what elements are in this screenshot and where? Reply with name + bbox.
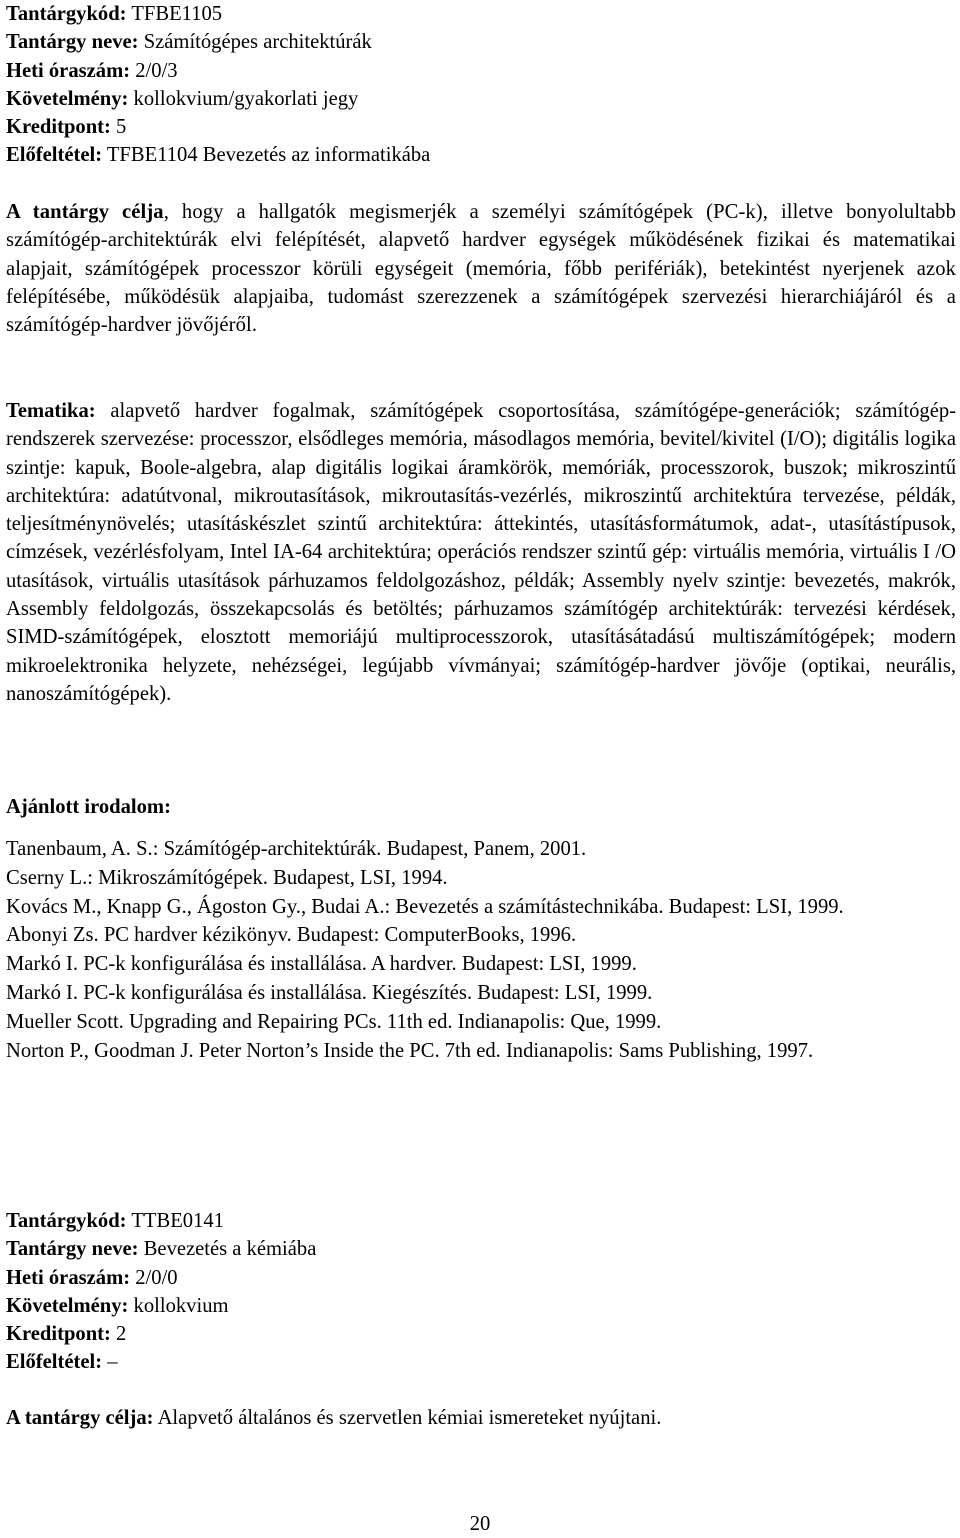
reference-item: Norton P., Goodman J. Peter Norton’s Inside the PC. 7th ed. Indianapolis: Sams Publishing, 1997. bbox=[6, 1039, 814, 1062]
course-goal-2 bbox=[6, 1404, 661, 1432]
goal-label: A tantárgy célja: bbox=[6, 1407, 154, 1429]
credit-row bbox=[6, 1320, 956, 1348]
credit-value: 5 bbox=[116, 116, 127, 139]
course-code-value: TTBE0141 bbox=[131, 1210, 224, 1232]
course-code-label: Tantárgykód: bbox=[6, 3, 127, 25]
goal-text: , hogy a hallgatók megismerjék a személyi számítógépek (PC-k), illetve bonyolultabb számítógép-architektúrák elvi felépítését, alapvető hardver egységek működésének fizikai és matematikai alapjait, számítógépek processzor körüli egységeit (memória, főbb perifériák), betekintést nyerjenek azok felépítésébe, működésük alapjaiba, tudomást szerezzenek a számítógépek szervezési hierarchiájáról és a számítógép-hardver jövőjéről. bbox=[6, 201, 956, 337]
literature-heading: Ajánlott irodalom: bbox=[6, 796, 171, 818]
reference-item: Kovács M., Knapp G., Ágoston Gy., Budai A.: Bevezetés a számítástechnikába. Budapest: LSI, 1999. bbox=[6, 895, 844, 918]
weekly-hours-row bbox=[6, 1264, 956, 1292]
course-code-row bbox=[6, 0, 956, 28]
credit-label: Kreditpont: bbox=[6, 116, 111, 139]
weekly-hours-row bbox=[6, 57, 956, 85]
reference-item: Markó I. PC-k konfigurálása és installálása. A hardver. Budapest: LSI, 1999. bbox=[6, 953, 637, 976]
goal-label: célja bbox=[122, 201, 164, 223]
goal-label-prefix: A tantárgy bbox=[6, 201, 123, 223]
course-goal-paragraph bbox=[6, 198, 956, 339]
requirement-value: kollokvium bbox=[133, 1294, 229, 1317]
requirement-label: Követelmény: bbox=[6, 87, 129, 110]
course-header-2 bbox=[6, 1207, 956, 1377]
weekly-hours-value: 2/0/3 bbox=[135, 59, 178, 82]
prerequisite-row bbox=[6, 1348, 956, 1376]
course-code-value: TFBE1105 bbox=[131, 3, 223, 25]
weekly-hours-label: Heti óraszám: bbox=[6, 59, 131, 82]
course-code-row bbox=[6, 1207, 956, 1235]
reference-item: Markó I. PC-k konfigurálása és installálása. Kiegészítés. Budapest: LSI, 1999. bbox=[6, 981, 653, 1004]
course-name-label: Tantárgy neve: bbox=[6, 31, 139, 54]
prerequisite-label: Előfeltétel: bbox=[6, 1351, 103, 1374]
prerequisite-label: Előfeltétel: bbox=[6, 144, 103, 167]
topics-paragraph bbox=[6, 397, 956, 708]
credit-row bbox=[6, 113, 956, 141]
prerequisite-value: TFBE1104 Bevezetés az informatikába bbox=[106, 144, 431, 167]
credit-value: 2 bbox=[116, 1323, 127, 1346]
requirement-label: Követelmény: bbox=[6, 1294, 129, 1317]
reference-item: Mueller Scott. Upgrading and Repairing PCs. 11th ed. Indianapolis: Que, 1999. bbox=[6, 1010, 662, 1033]
course-header-1 bbox=[6, 0, 956, 170]
requirement-row bbox=[6, 1292, 956, 1320]
reference-list bbox=[6, 835, 956, 1065]
topics-section bbox=[6, 397, 956, 708]
prerequisite-value: – bbox=[107, 1351, 118, 1374]
topics-label: Tematika: bbox=[6, 400, 96, 422]
course-name-label: Tantárgy neve: bbox=[6, 1238, 139, 1261]
prerequisite-row bbox=[6, 141, 956, 169]
reference-item: Abonyi Zs. PC hardver kézikönyv. Budapest: ComputerBooks, 1996. bbox=[6, 924, 577, 947]
goal-text: Alapvető általános és szervetlen kémiai ismereteket nyújtani. bbox=[157, 1407, 662, 1429]
weekly-hours-label: Heti óraszám: bbox=[6, 1266, 131, 1289]
reference-item: Cserny L.: Mikroszámítógépek. Budapest, LSI, 1994. bbox=[6, 866, 448, 889]
reference-item: Tanenbaum, A. S.: Számítógép-architektúrák. Budapest, Panem, 2001. bbox=[6, 838, 587, 860]
weekly-hours-value: 2/0/0 bbox=[135, 1266, 178, 1289]
course-goal-section bbox=[6, 198, 956, 339]
topics-text: alapvető hardver fogalmak, számítógépek csoportosítása, számítógépe-generációk; számítógép-rendszerek szervezése: processzor, elsődleges memória, másodlagos memória, bevitel/kivitel (I/O); digitális logika szintje: kapuk, Boole-algebra, alap digitális logikai áramkörök, memóriák, processzorok, buszok; mikroszintű architektúra: adatútvonal, mikroutasítások, mikroutasítás-vezérlés, mikroszintű architektúra tervezése, példák, teljesítménynövelés; utasításkészlet szintű architektúra: áttekintés, utasításformátumok, adat-, utasítástípusok, címzések, vezérlésfolyam, Intel IA-64 architektúra; operációs rendszer szintű gép: virtuális memória, virtuális I /O utasítások, virtuális utasítások párhuzamos feldolgozáshoz, példák; Assembly nyelv szintje: bevezetés, makrók, Assembly feldolgozás, összekapcsolás és betöltés; párhuzamos számítógép architektúrák: tervezési kérdések, SIMD-számítógépek, elosztott memoriájú multiprocesszorok, utasításátadású multiszámítógépek; modern mikroelektronika helyzete, nehézségei, legújabb vívmányai; számítógép-hardver jövője (optikai, neurális, nanoszámítógépek). bbox=[6, 400, 957, 705]
requirement-row bbox=[6, 85, 956, 113]
course-code-label: Tantárgykód: bbox=[6, 1210, 127, 1232]
page-number: 20 bbox=[469, 1513, 491, 1535]
requirement-value: kollokvium/gyakorlati jegy bbox=[133, 87, 359, 110]
course-name-row bbox=[6, 28, 956, 56]
course-name-value: Bevezetés a kémiába bbox=[143, 1238, 317, 1261]
course-name-value: Számítógépes architektúrák bbox=[143, 31, 372, 54]
course-name-row bbox=[6, 1235, 956, 1263]
credit-label: Kreditpont: bbox=[6, 1323, 111, 1346]
